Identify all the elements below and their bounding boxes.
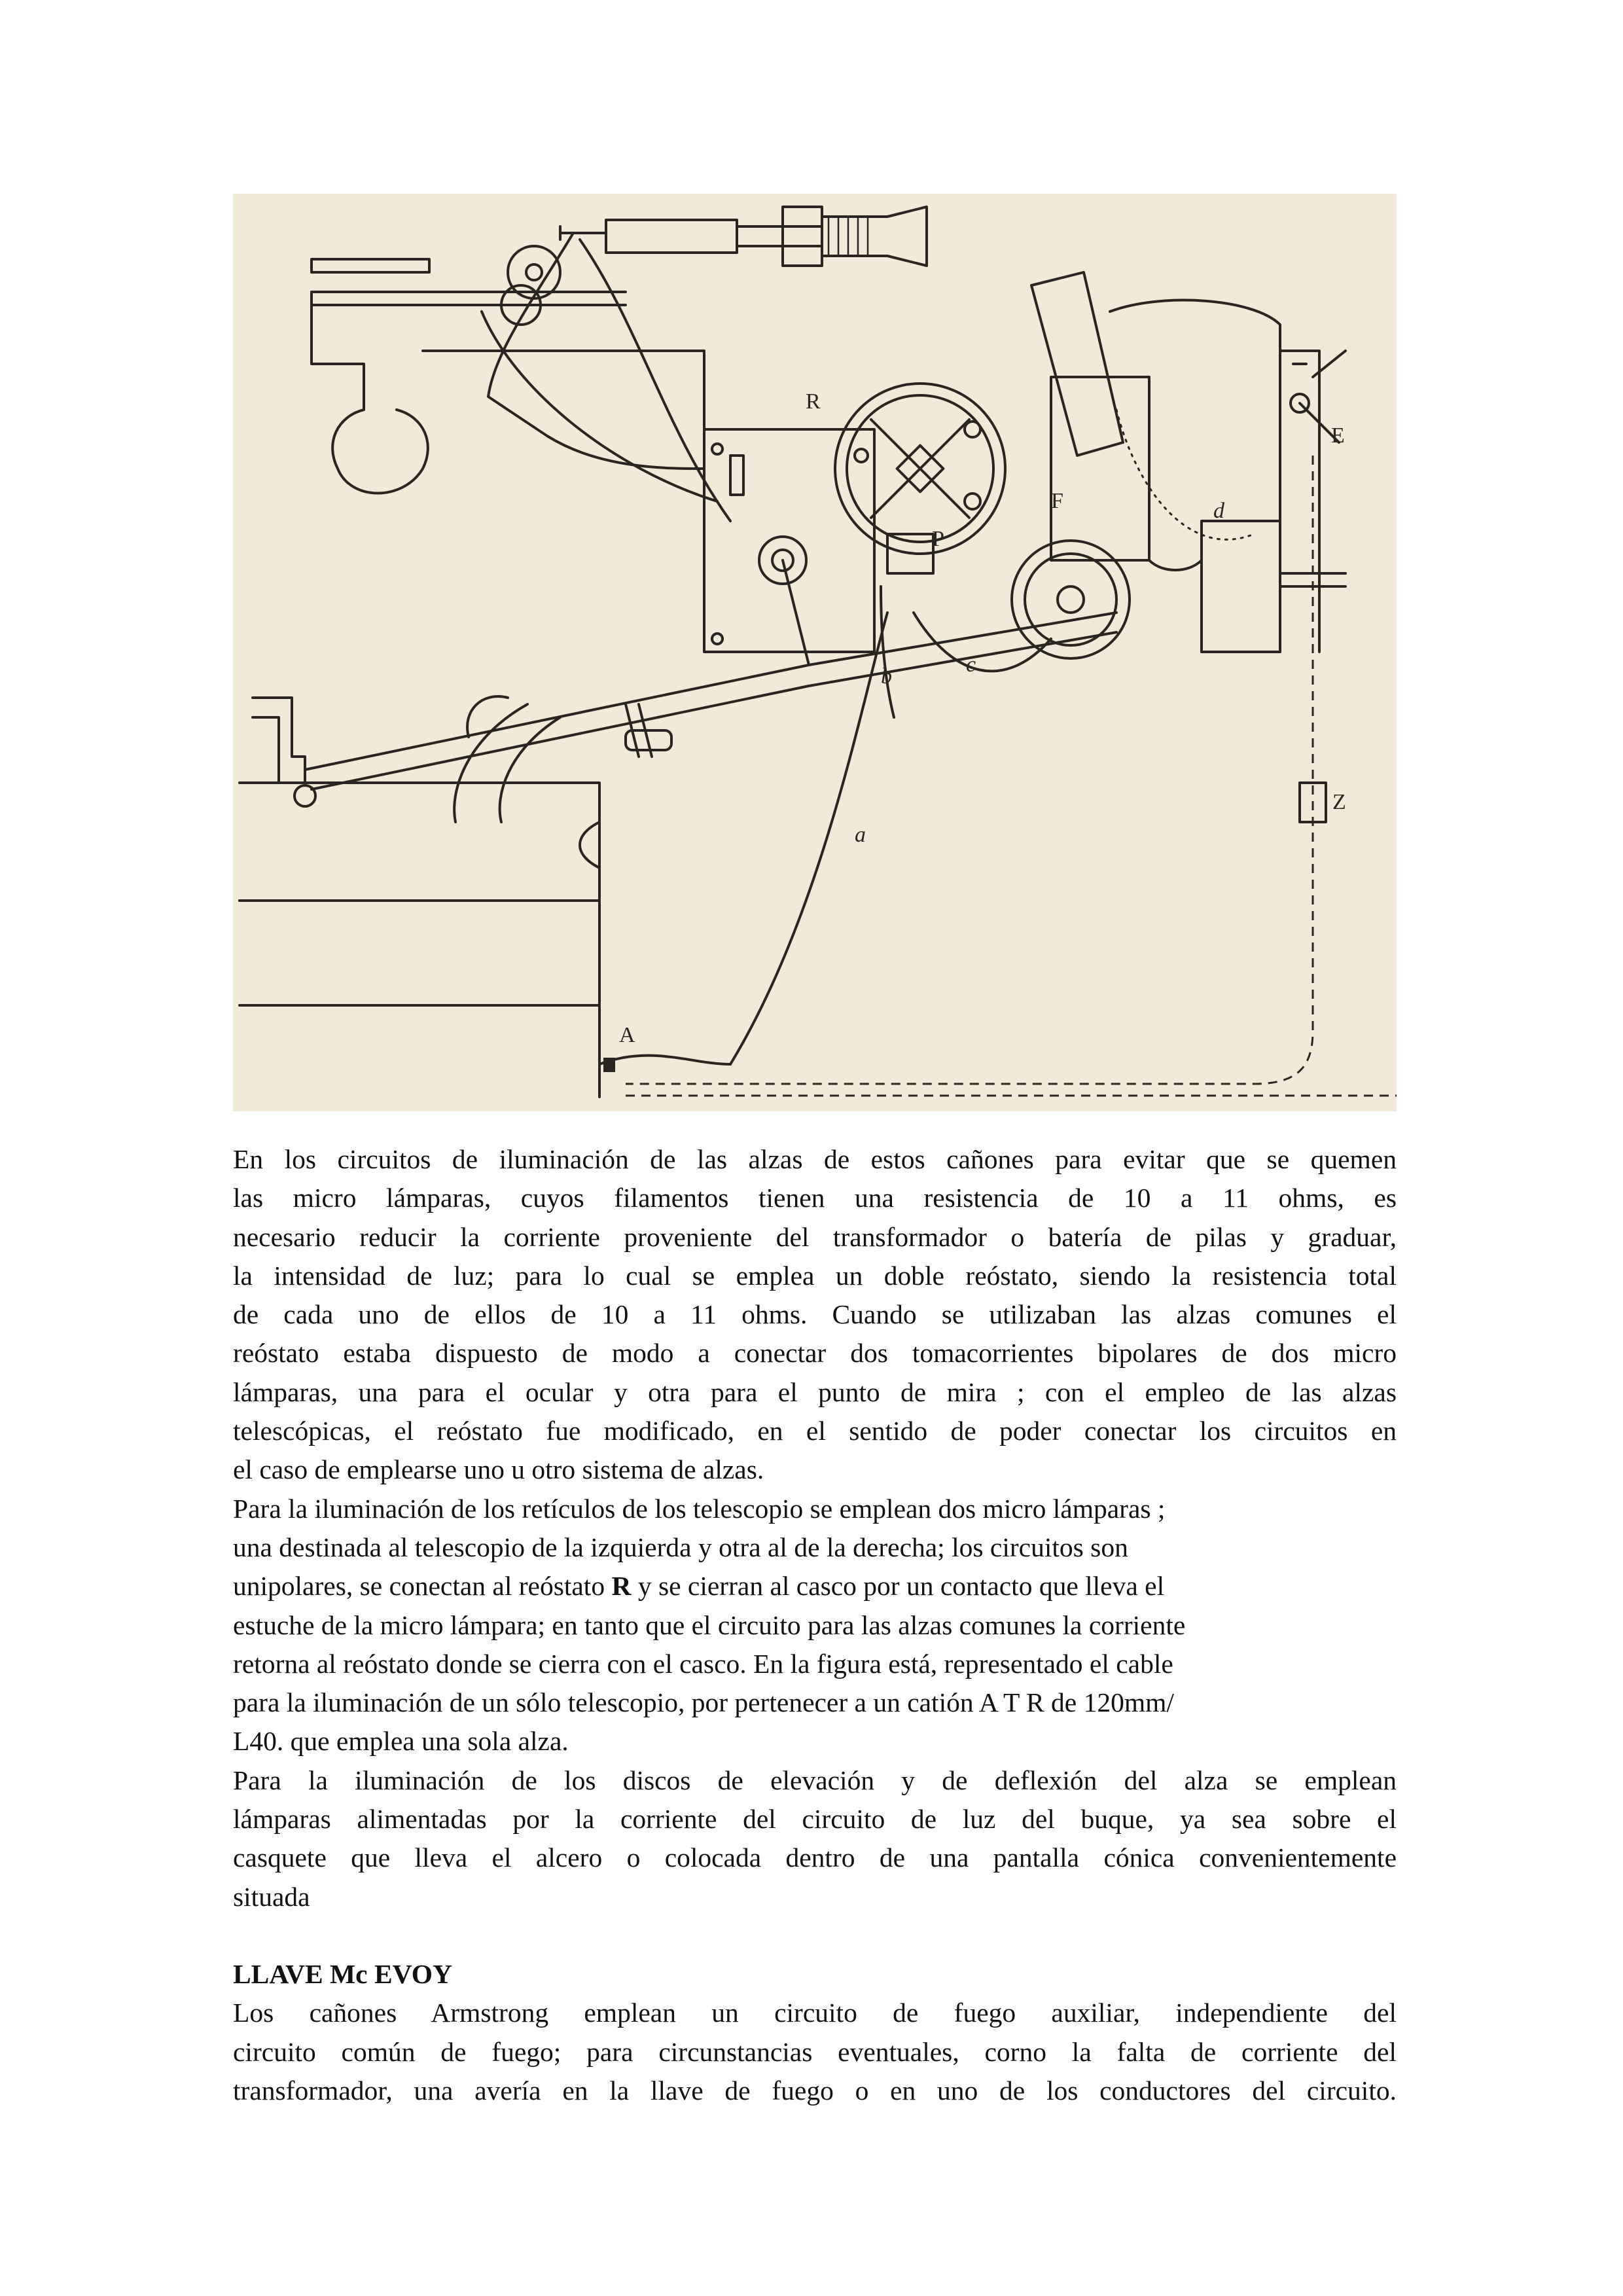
- top-slide: [312, 259, 429, 272]
- label-b: b: [881, 664, 892, 689]
- cable-r2: [482, 312, 717, 501]
- text-line: la intensidad de luz; para lo cual se emplea un doble reóstato, siendo la resistencia total: [233, 1260, 1397, 1291]
- body-text: [233, 1140, 1397, 2110]
- text-fragment: y se cierran al casco por un contacto que lleva el: [631, 1571, 1165, 1602]
- text-line: circuito común de fuego; para circunstancias eventuales, corno la falta de corriente del: [233, 2036, 1397, 2067]
- text-line: transformador, una avería en la llave de fuego o en uno de los conductores del circuito.: [233, 2075, 1397, 2106]
- central-arm: [783, 560, 809, 665]
- text-line: necesario reducir la corriente proveniente del transformador o batería de pilas y graduar,: [233, 1221, 1397, 1252]
- text-line: reóstato estaba dispuesto de modo a conectar dos tomacorrientes bipolares de dos micro: [233, 1338, 1397, 1369]
- circuit-dashed: [626, 456, 1313, 1084]
- small-handwheel-inner: [1025, 554, 1116, 645]
- text-line-with-bold: [233, 1567, 1397, 1605]
- label-d: d: [1213, 499, 1224, 523]
- text-line: lámparas, una para el ocular y otra para el punto de mira ; con el empleo de las alzas: [233, 1376, 1397, 1407]
- cable-r: [580, 240, 730, 521]
- text-line: telescópicas, el reóstato fue modificado, en el sentido de poder conectar los circuitos en: [233, 1416, 1397, 1446]
- telescope-tube: [737, 226, 822, 246]
- label-c: c: [966, 653, 976, 677]
- text-line: para la iluminación de un sólo telescopio, por pertenecer a un catión A T R de 120mm/: [233, 1687, 1174, 1718]
- text-line: estuche de la micro lámpara; en tanto que el circuito para las alzas comunes la corriente: [233, 1609, 1186, 1640]
- label-z: Z: [1332, 790, 1346, 814]
- label-a: A: [619, 1023, 635, 1047]
- handwheel-spokes: [871, 420, 969, 518]
- label-p: P: [932, 527, 944, 551]
- label-f: F: [1051, 489, 1063, 513]
- telescope-body: [606, 220, 737, 253]
- telescope-mount: [560, 226, 606, 240]
- wheel-bolt: [965, 493, 980, 509]
- text-line: Los cañones Armstrong emplean un circuito de fuego auxiliar, independiente del: [233, 1998, 1397, 2028]
- eyepiece-ridges: [829, 217, 868, 256]
- wire-to-a: [599, 1056, 730, 1064]
- base-curve: [580, 822, 599, 868]
- slot: [730, 456, 743, 495]
- support-arm: [454, 704, 560, 822]
- rod-right: [809, 613, 1116, 686]
- terminal-a: [603, 1058, 615, 1072]
- text-line: una destinada al telescopio de la izquierda y otra al de la derecha; los circuitos son: [233, 1532, 1128, 1562]
- sight-circuit-illustration: [233, 194, 1397, 1111]
- left-bracket: [253, 698, 305, 783]
- carriage-base: [240, 783, 599, 901]
- elevation-rod: [305, 665, 809, 789]
- wheel-bolt: [855, 449, 868, 462]
- paragraph-reticle-lamps: [233, 1490, 1397, 1761]
- text-line: Para la iluminación de los retículos de los telescopio se emplean dos micro lámparas ;: [233, 1493, 1166, 1524]
- right-casing: [1110, 300, 1280, 652]
- top-rails: [312, 292, 626, 305]
- label-a-lower: a: [855, 823, 866, 847]
- telescope-collar: [783, 207, 822, 266]
- paragraph-armstrong: [233, 1994, 1397, 2110]
- section-heading: LLAVE Mc EVOY: [233, 1958, 453, 1989]
- label-e: E: [1331, 423, 1345, 448]
- bold-r: R: [611, 1571, 632, 1602]
- text-line: de cada uno de ellos de 10 a 11 ohms. Cuando se utilizaban las alzas comunes el: [233, 1299, 1397, 1330]
- right-box: [1202, 521, 1280, 652]
- small-gear-a-hub: [526, 264, 542, 280]
- small-handwheel-hub: [1058, 586, 1084, 613]
- angled-plate: [1031, 272, 1123, 456]
- text-line: el caso de emplearse uno u otro sistema de alzas.: [233, 1454, 764, 1485]
- f-housing: [1051, 377, 1149, 560]
- text-line: retorna al reóstato donde se cierra con el casco. En la figura está, representado el cable: [233, 1648, 1173, 1679]
- right-plate: [1280, 351, 1319, 652]
- text-line: las micro lámparas, cuyos filamentos tienen una resistencia de 10 a 11 ohms, es: [233, 1183, 1397, 1213]
- text-line: L40. que emplea una sola alza.: [233, 1726, 569, 1757]
- mechanical-drawing: [233, 194, 1397, 1111]
- bolt: [712, 444, 722, 454]
- text-fragment: unipolares, se conectan al reóstato: [233, 1571, 612, 1602]
- text-line: En los circuitos de iluminación de las alzas de estos cañones para evitar que se quemen: [233, 1144, 1397, 1174]
- bolt: [712, 634, 722, 644]
- paragraph-disc-lighting: [233, 1761, 1397, 1916]
- text-line: lámparas alimentadas por la corriente del circuito de luz del buque, ya sea sobre el: [233, 1804, 1397, 1835]
- text-line: Para la iluminación de los discos de elevación y de deflexión del alza se emplean: [233, 1765, 1397, 1795]
- text-line: casquete que lleva el alcero o colocada dentro de una pantalla cónica convenientemente: [233, 1842, 1397, 1873]
- frame-left: [312, 292, 364, 410]
- text-line: situada: [233, 1881, 310, 1912]
- paragraph-lighting-circuits: [233, 1140, 1397, 1490]
- carriage-base-lower: [240, 901, 599, 1005]
- label-r: R: [806, 389, 821, 414]
- wheel-bolt: [965, 422, 980, 437]
- left-housing: [332, 410, 428, 493]
